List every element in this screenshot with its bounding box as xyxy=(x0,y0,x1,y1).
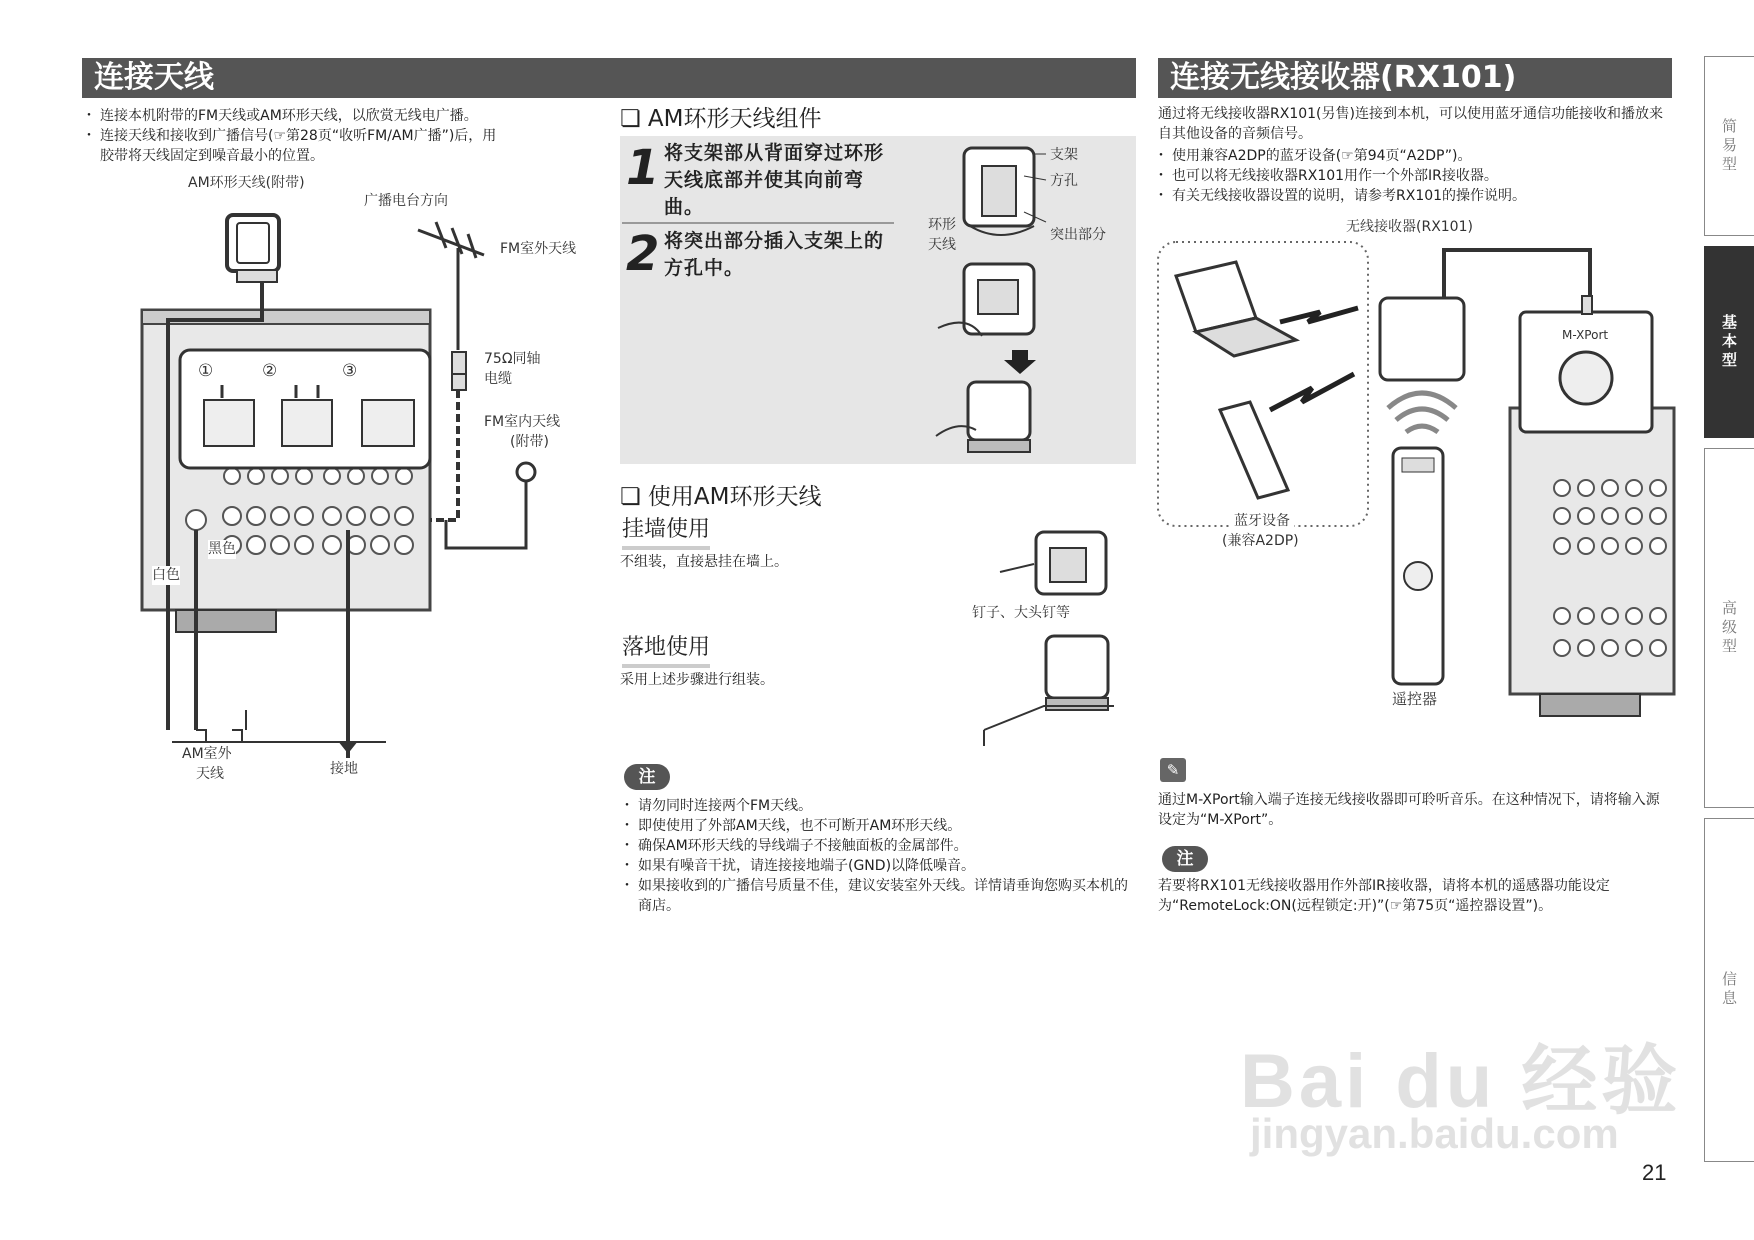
loop-label-1: 环形 xyxy=(928,217,956,233)
wall-mount-title: 挂墙使用 xyxy=(622,516,710,550)
loop-label-2: 天线 xyxy=(928,237,956,253)
pencil-icon: ✎ xyxy=(1160,758,1186,782)
note-item: ・ 请勿同时连接两个FM天线。 xyxy=(624,796,1138,816)
black-wire-label: 黑色 xyxy=(208,541,236,557)
bullet: ・ 连接本机附带的FM天线或AM环形天线，以欣赏无线电广播。 xyxy=(86,106,606,126)
white-wire-label: 白色 xyxy=(152,567,180,583)
floor-use-text: 采用上述步骤进行组装。 xyxy=(620,672,774,688)
mxport-label: M-XPort xyxy=(1562,328,1609,342)
wireless-diagram-graphics xyxy=(0,0,1,1)
fm-outdoor-label: FM室外天线 xyxy=(500,241,577,257)
tab-advanced[interactable]: 高级型 xyxy=(1704,448,1754,808)
note-item: ・ 如果接收到的广播信号质量不佳，建议安装室外天线。详情请垂询您购买本机的商店。 xyxy=(624,876,1138,916)
stand-label: 支架 xyxy=(1050,147,1078,163)
fm-indoor-label-1: FM室内天线 xyxy=(484,414,561,430)
step-3-marker: ③ xyxy=(342,361,358,381)
ground-label: 接地 xyxy=(330,761,358,777)
step-1-marker: ① xyxy=(198,361,214,381)
bullet: ・ 有关无线接收器设置的说明，请参考RX101的操作说明。 xyxy=(1158,186,1672,206)
protrusion-label: 突出部分 xyxy=(1050,227,1106,243)
note-item: ・ 即使使用了外部AM天线，也不可断开AM环形天线。 xyxy=(624,816,1138,836)
step-divider xyxy=(622,222,894,224)
fm-indoor-label-2: (附带) xyxy=(510,434,549,450)
wireless-intro: 通过将无线接收器RX101(另售)连接到本机，可以使用蓝牙通信功能接收和播放来自其他设备的音频信号。 xyxy=(1158,106,1663,142)
bullet: ・ 也可以将无线接收器RX101用作一个外部IR接收器。 xyxy=(1158,166,1672,186)
receiver-label: 无线接收器(RX101) xyxy=(1346,219,1473,235)
bullet-continuation: 胶带将天线固定到噪音最小的位置。 xyxy=(100,148,324,164)
coax-label-1: 75Ω同轴 xyxy=(484,351,541,367)
bullet: ・ 使用兼容A2DP的蓝牙设备(☞第94页“A2DP”)。 xyxy=(1158,146,1672,166)
am-loop-label: AM环形天线(附带) xyxy=(188,175,305,191)
assembly-title: ❏ AM环形天线组件 xyxy=(620,106,822,132)
section-title-antenna: 连接天线 xyxy=(82,58,1136,98)
page-number: 21 xyxy=(1642,1160,1667,1185)
note-item: ・ 确保AM环形天线的导线端子不接触面板的金属部件。 xyxy=(624,836,1138,856)
am-outdoor-label-2: 天线 xyxy=(196,766,224,782)
bullet: ・ 连接天线和接收到广播信号(☞第28页“收听FM/AM广播”)后，用 xyxy=(86,126,606,146)
step-2-marker: ② xyxy=(262,361,278,381)
bt-device-label-1: 蓝牙设备 xyxy=(1230,512,1294,531)
nail-label: 钉子、大头钉等 xyxy=(972,605,1070,621)
note-text-right: 若要将RX101无线接收器用作外部IR接收器，请将本机的遥感器功能设定为“RemoteLock:ON(远程锁定:开)”(☞第75页“遥控器设置”)。 xyxy=(1158,878,1610,914)
notes-list xyxy=(624,796,1138,916)
tab-info[interactable]: 信息 xyxy=(1704,818,1754,1162)
square-hole-label: 方孔 xyxy=(1050,173,1078,189)
note-badge: 注 xyxy=(624,764,670,790)
floor-use-title: 落地使用 xyxy=(622,634,710,668)
step-2-number: 2 xyxy=(626,226,660,282)
bt-device-label-2: (兼容A2DP) xyxy=(1222,533,1299,549)
watermark-url: jingyan.baidu.com xyxy=(1250,1110,1619,1157)
note-item: ・ 如果有噪音干扰，请连接接地端子(GND)以降低噪音。 xyxy=(624,856,1138,876)
tip-text: 通过M-XPort输入端子连接无线接收器即可聆听音乐。在这种情况下，请将输入源设定为“M-XPort”。 xyxy=(1158,792,1660,828)
section-title-wireless: 连接无线接收器(RX101) xyxy=(1158,58,1672,98)
station-direction-label: 广播电台方向 xyxy=(364,193,448,209)
step-1-number: 1 xyxy=(626,140,660,196)
coax-label-2: 电缆 xyxy=(484,371,512,387)
step-1-text: 将支架部从背面穿过环形天线底部并使其向前弯曲。 xyxy=(664,142,885,218)
tab-basic[interactable]: 基本型 xyxy=(1704,246,1754,438)
note-badge-right: 注 xyxy=(1162,846,1208,872)
wireless-bullets xyxy=(1158,146,1672,206)
am-outdoor-label-1: AM室外 xyxy=(182,746,232,762)
step-2-text: 将突出部分插入支架上的方孔中。 xyxy=(664,230,885,279)
remote-label: 遥控器 xyxy=(1392,690,1438,708)
assembly-illustrations xyxy=(620,136,621,137)
tab-simple[interactable]: 简易型 xyxy=(1704,56,1754,236)
watermark-logo: Bai du 经验 xyxy=(1240,1039,1682,1124)
antenna-bullets xyxy=(86,106,606,166)
assembly-steps-panel xyxy=(620,136,1136,464)
wall-mount-text: 不组装，直接悬挂在墙上。 xyxy=(620,554,788,570)
use-title: ❏ 使用AM环形天线 xyxy=(620,484,822,510)
